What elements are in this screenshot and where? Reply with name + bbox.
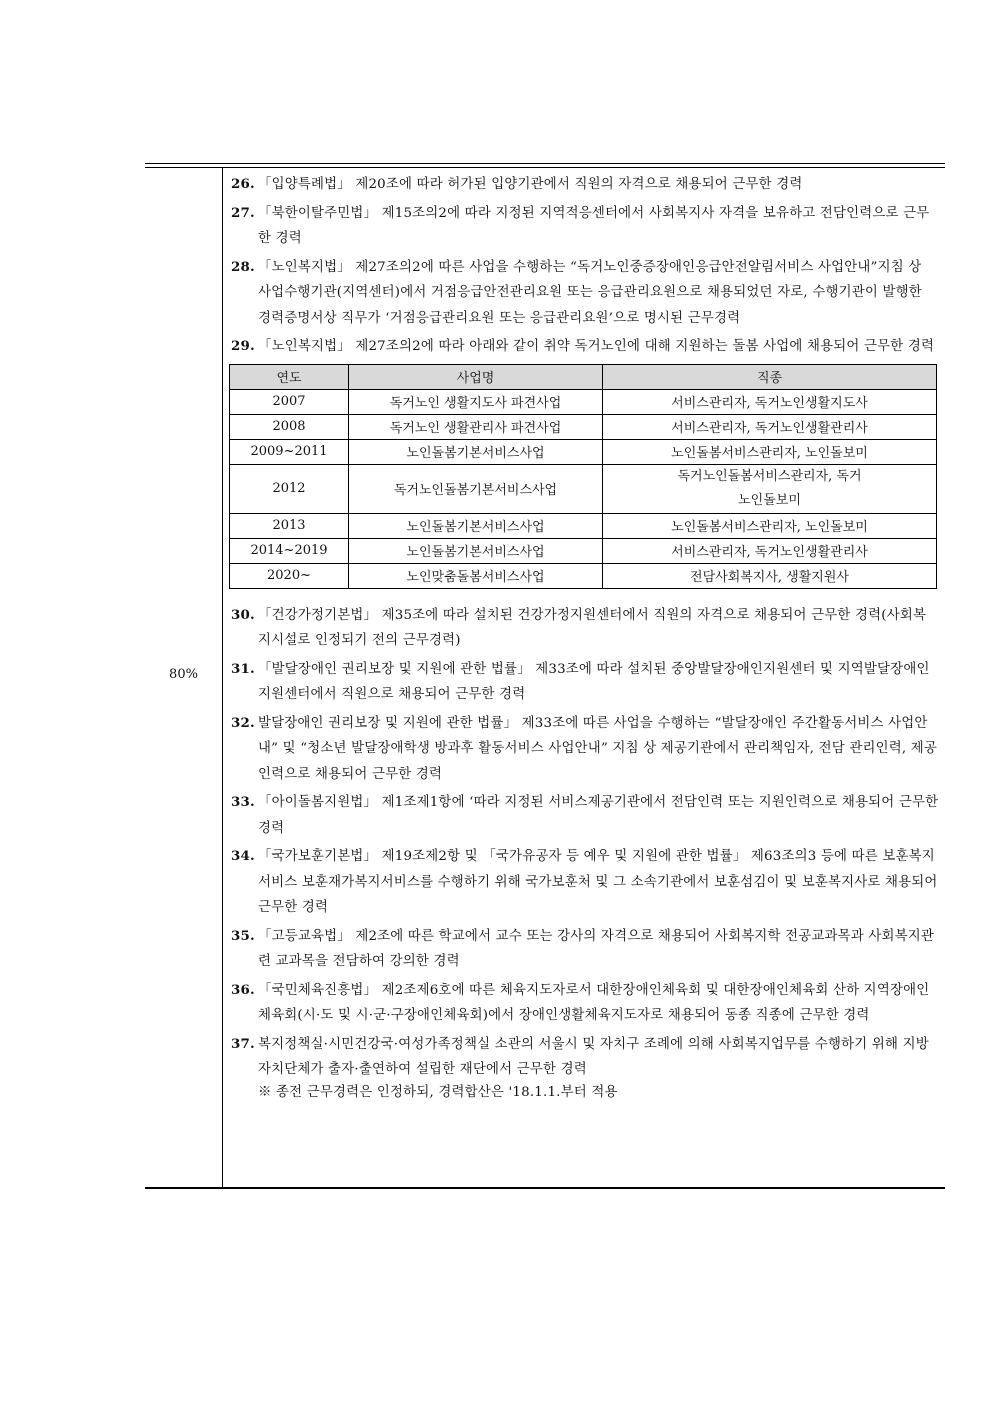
table-row [230,513,937,538]
item-text: 「건강가정기본법」 제35조에 따라 설치된 건강가정지원센터에서 직원의 자격으로 채용되어 근무한 경력(사회복지시설로 인정되기 전의 근무경력) [258,607,927,648]
cell-year: 2012 [230,464,349,513]
item-text: 발달장애인 권리보장 및 지원에 관한 법률」 제33조에 따른 사업을 수행하는 “발달장애인 주간활동서비스 사업안내” 및 “청소년 발달장애학생 방과후 활동서비스 사업안내” 지침 상 제공기관에서 관리책임자, 전담 관리인력, 제공인력으로 채용되어 근무한 경력 [258,715,938,782]
table-row [230,389,937,414]
item-text: 「노인복지법」 제27조의2에 따라 아래와 같이 취약 독거노인에 대해 지원하는 돌봄 사업에 채용되어 근무한 경력 [258,339,935,354]
career-items [231,172,939,1108]
item-number: 34. [231,848,255,864]
top-double-rule [145,163,945,164]
cell-program: 노인맞춤돌봄서비스사업 [349,563,603,588]
item-number: 27. [231,204,255,221]
document-frame [145,163,945,1189]
cell-job: 서비스관리자, 독거노인생활관리사 [603,414,937,439]
list-item [231,334,939,360]
list-item [231,172,939,198]
table-row [230,414,937,439]
table-row [230,563,937,588]
header-program: 사업명 [349,364,603,389]
item-number: 26. [231,176,255,192]
cell-program: 노인돌봄기본서비스사업 [349,538,603,563]
table-row [230,439,937,464]
cell-program: 독거노인돌봄기본서비스사업 [349,464,603,513]
recognition-rate-label: 80% [169,667,198,682]
item-number: 32. [231,714,255,731]
item-text: 「아이돌봄지원법」 제1조제1항에 ‘따라 지정된 서비스제공기관에서 전담인력 또는 지원인력으로 채용되어 근무한 경력 [258,795,939,836]
list-item [231,201,939,252]
header-year: 연도 [230,364,349,389]
list-item [231,978,939,1029]
cell-job: 노인돌봄서비스관리자, 노인돌보미 [603,439,937,464]
item-text: 「발달장애인 권리보장 및 지원에 관한 법률」 제33조에 따라 설치된 중앙발달장애인지원센터 및 지역발달장애인지원센터에서 직원으로 채용되어 근무한 경력 [258,661,930,702]
cell-year: 2014~2019 [230,538,349,563]
cell-job: 전담사회복지사, 생활지원사 [603,563,937,588]
item-number: 35. [231,927,255,944]
item-text: 「국가보훈기본법」 제19조제2항 및 「국가유공자 등 예우 및 지원에 관한 법률」 제63조의3 등에 따른 보훈복지서비스 보훈재가복지서비스를 수행하기 위해 국가보훈처 및 그 소속기관에서 보훈섬김이 및 보훈복지사로 채용되어 근무한 경력 [258,849,938,915]
cell-program: 노인돌봄기본서비스사업 [349,439,603,464]
item-text: 「고등교육법」 제2조에 따른 학교에서 교수 또는 강사의 자격으로 채용되어 사회복지학 전공교과목과 사회복지관련 교과목을 전담하여 강의한 경력 [258,928,935,969]
list-item [231,790,939,841]
item-number: 28. [231,258,255,275]
item-number: 29. [231,338,255,354]
item-number: 37. [231,1035,255,1052]
top-double-rule-inner [145,167,945,168]
footnote: ※ 종전 근무경력은 인정하되, 경력합산은 '18.1.1.부터 적용 [258,1084,618,1100]
item-text: 「국민체육진흥법」 제2조제6호에 따른 체육지도자로서 대한장애인체육회 및 대한장애인체육회 산하 지역장애인체육회(시·도 및 시·군·구장애인체육회)에서 장애인생활체육지도자로 채용되어 동종 직종에 근무한 경력 [258,982,930,1023]
column-divider [222,167,223,1189]
item-text: 복지정책실·시민건강국·여성가족정책실 소관의 서울시 및 자치구 조례에 의해 사회복지업무를 수행하기 위해 지방자치단체가 출자·출연하여 설립한 재단에서 근무한 경력 [258,1036,929,1077]
cell-year: 2008 [230,414,349,439]
item-text: 「노인복지법」 제27조의2에 따른 사업을 수행하는 “독거노인중증장애인응급안전알림서비스 사업안내”지침 상 사업수행기관(지역센터)에서 거점응급안전관리요원 또는 응급관리요원으로 채용되었던 자로, 수행기관이 발행한 경력증명서상 직무가 ‘거점응급관리요원 또는 응급관리요원’으로 명시된 근무경력 [258,259,922,326]
cell-program: 독거노인 생활지도사 파견사업 [349,389,603,414]
table-row [230,538,937,563]
list-item [231,844,939,921]
list-item [231,924,939,975]
item-text: 「입양특례법」 제20조에 따라 허가된 입양기관에서 직원의 자격으로 채용되어 근무한 경력 [258,177,803,192]
item-text: 「북한이탈주민법」 제15조의2에 따라 지정된 지역적응센터에서 사회복지사 자격을 보유하고 전담인력으로 근무한 경력 [258,205,930,246]
cell-year: 2009~2011 [230,439,349,464]
list-item [231,603,939,654]
cell-program: 독거노인 생활관리사 파견사업 [349,414,603,439]
table-row [230,464,937,513]
list-item [231,711,939,788]
cell-job: 노인돌봄서비스관리자, 노인돌보미 [603,513,937,538]
cell-year: 2013 [230,513,349,538]
item-number: 31. [231,660,255,677]
item-number: 30. [231,606,255,623]
list-item [231,657,939,708]
list-item [231,255,939,332]
cell-year: 2020~ [230,563,349,588]
care-program-table [229,364,937,589]
cell-year: 2007 [230,389,349,414]
item-number: 36. [231,981,255,998]
header-job: 직종 [603,364,937,389]
bottom-rule [145,1187,945,1189]
item-number: 33. [231,794,255,810]
table-header-row [230,364,937,389]
cell-job: 독거노인돌봄서비스관리자, 독거노인돌보미 [603,464,937,513]
cell-job: 서비스관리자, 독거노인생활관리사 [603,538,937,563]
cell-job: 서비스관리자, 독거노인생활지도사 [603,389,937,414]
cell-program: 노인돌봄기본서비스사업 [349,513,603,538]
list-item [231,1032,939,1106]
